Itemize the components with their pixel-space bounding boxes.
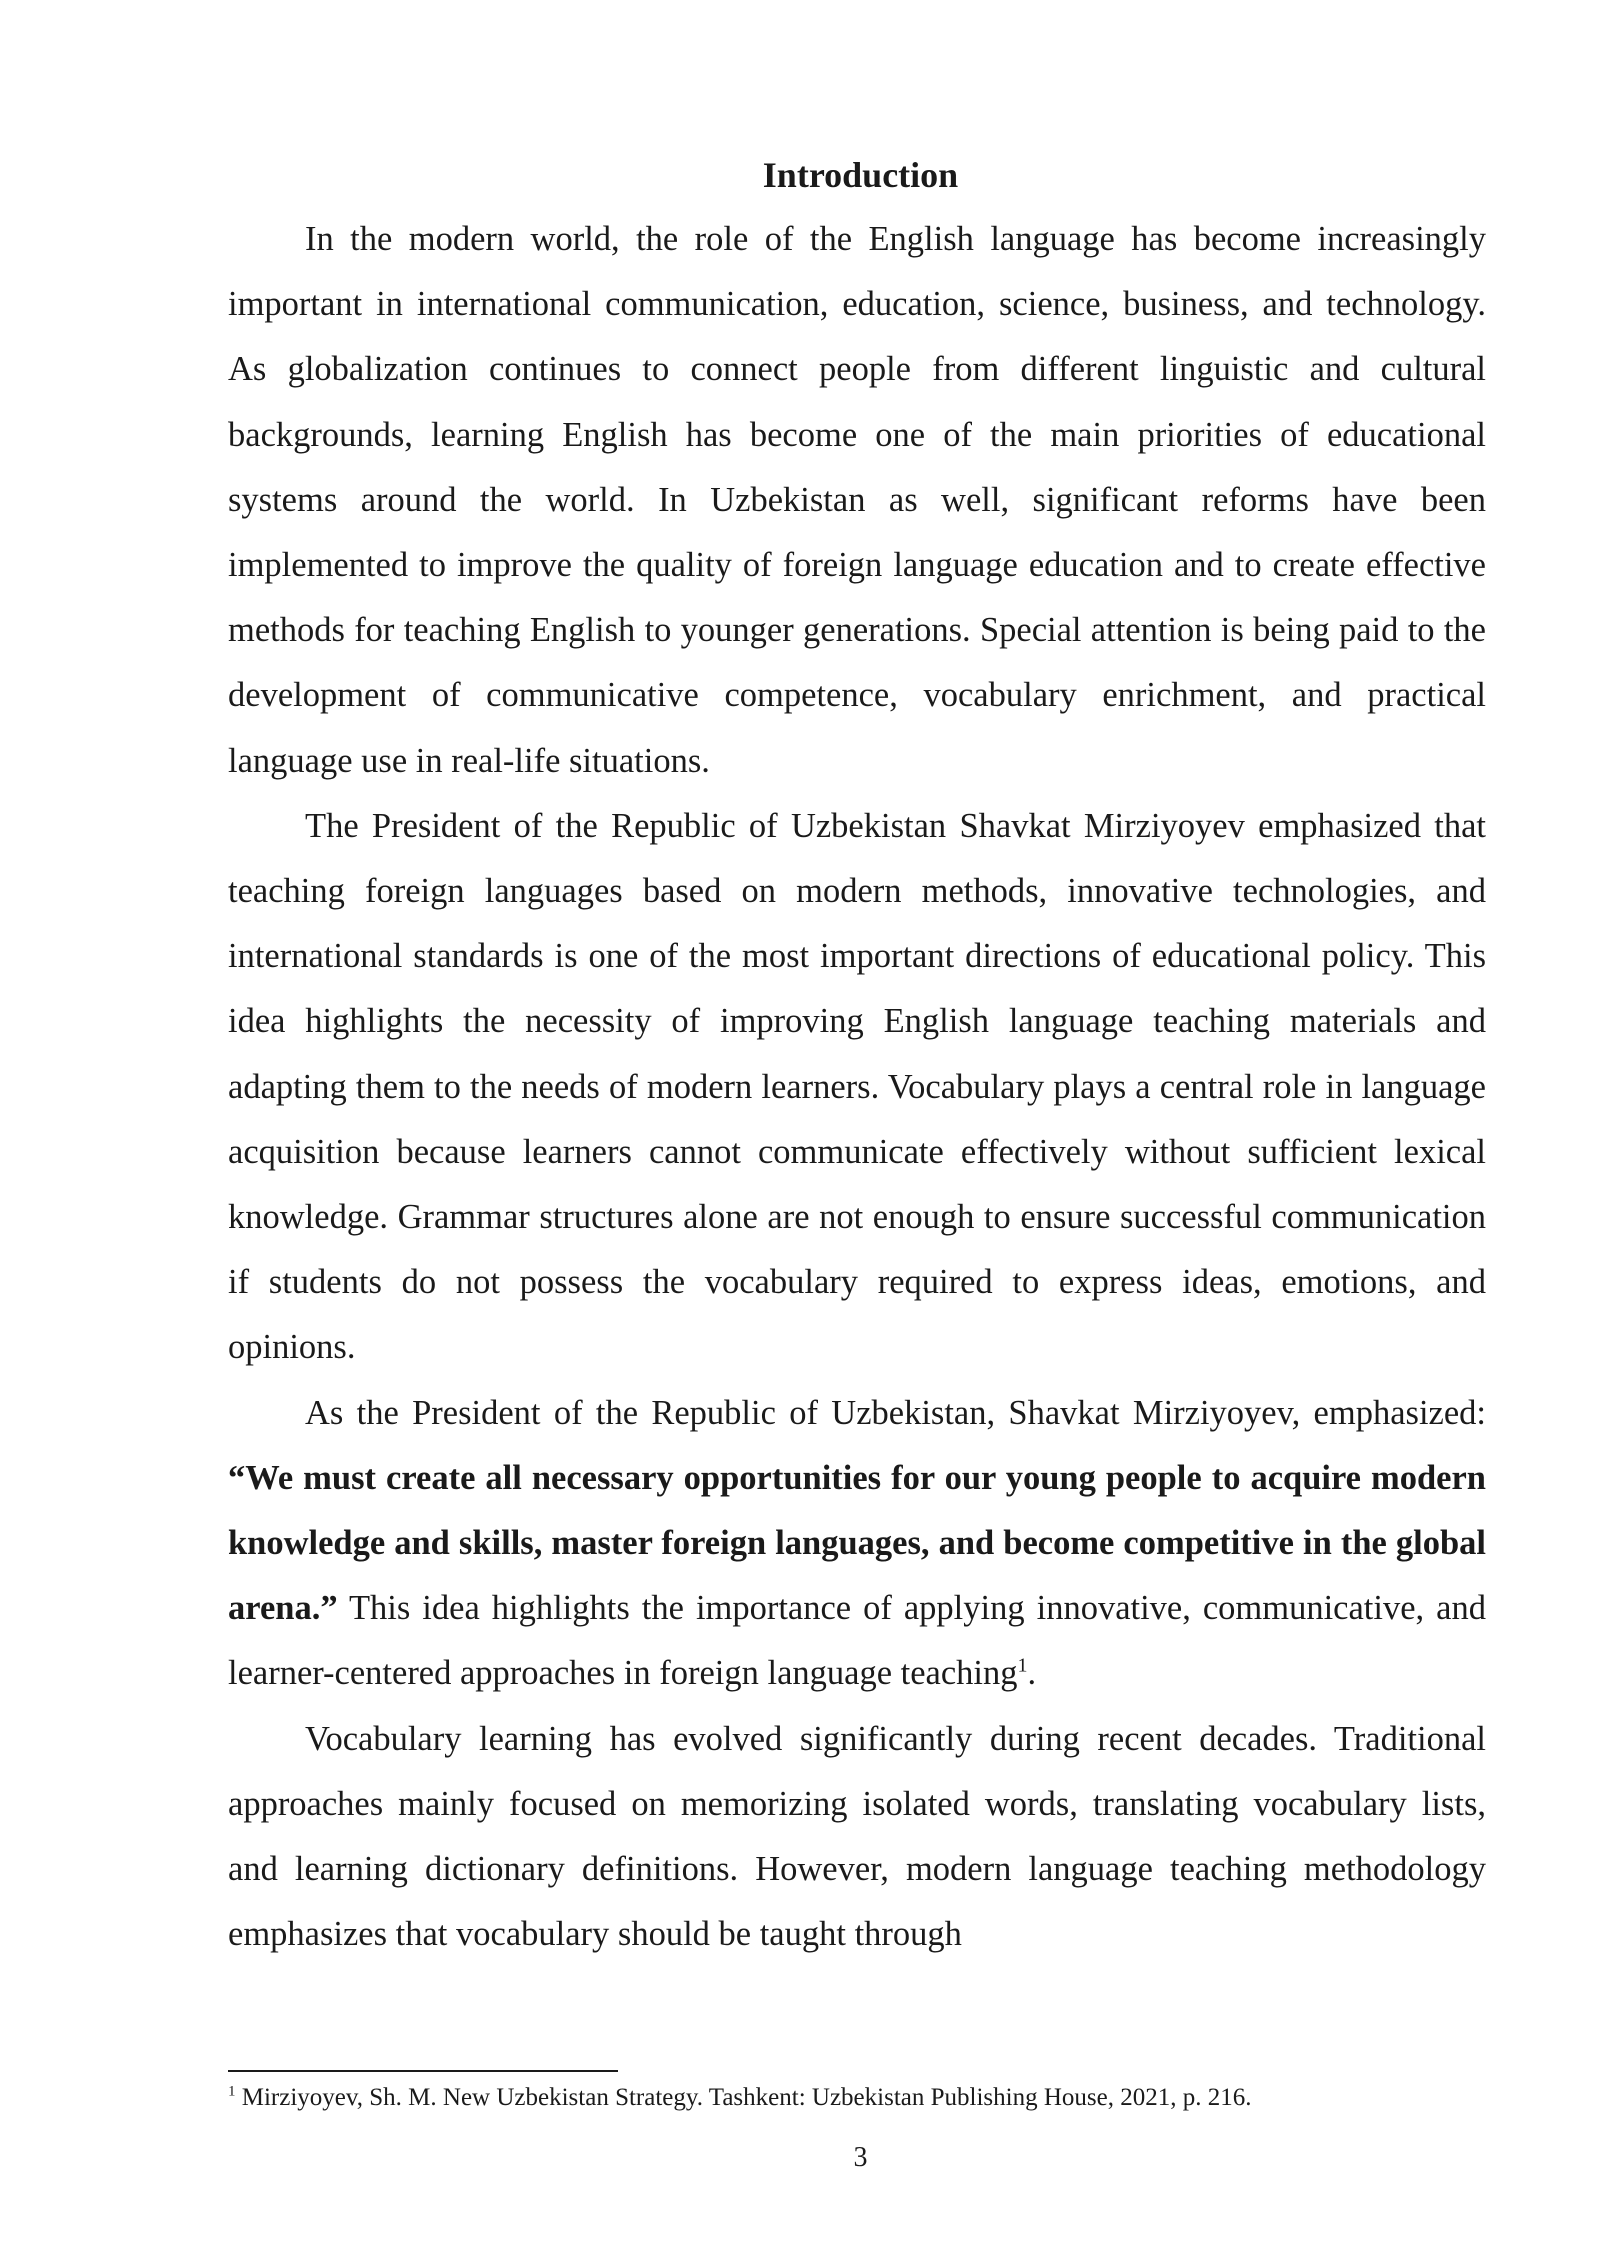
paragraph-4: Vocabulary learning has evolved significantly during recent decades. Traditional approaches mainly focused on memorizing isolated words, translating vocabulary lists, and learning dictionary definitions. However, modern language teaching methodology emphasizes that vocabulary should be taught through — [228, 1719, 1486, 1954]
paragraph-3-tail: This idea highlights the importance of applying innovative, communicative, and learner-centered approaches in foreign language teaching — [228, 1589, 1486, 1693]
footnote-divider — [228, 2070, 618, 2072]
footnote-marker: 1 — [228, 2083, 236, 2100]
page-number: 3 — [853, 2142, 868, 2173]
footnote-text: Mirziyoyev, Sh. M. New Uzbekistan Strategy. Tashkent: Uzbekistan Publishing House, 2021, p. 216. — [235, 2084, 1252, 2111]
paragraph-1: In the modern world, the role of the English language has become increasingly important in international communication, education, science, business, and technology. As globalization continues to connect people from different linguistic and cultural backgrounds, learning English has become one of the main priorities of educational systems around the world. In Uzbekistan as well, significant reforms have been implemented to improve the quality of foreign language education and to create effective methods for teaching English to younger generations. Special attention is being paid to the development of communicative competence, vocabulary enrichment, and practical language use in real-life situations. — [228, 220, 1486, 780]
paragraph-3 — [228, 1381, 1486, 1707]
paragraph-3-end: . — [1027, 1654, 1037, 1693]
paragraph-2: The President of the Republic of Uzbekistan Shavkat Mirziyoyev emphasized that teaching foreign languages based on modern methods, innovative technologies, and international standards is one of the most important directions of educational policy. This idea highlights the necessity of improving English language teaching materials and adapting them to the needs of modern learners. Vocabulary plays a central role in language acquisition because learners cannot communicate effectively without sufficient lexical knowledge. Grammar structures alone are not enough to ensure successful communication if students do not possess the vocabulary required to express ideas, emotions, and opinions. — [228, 806, 1486, 1367]
footnote — [228, 2080, 1486, 2116]
footnote-reference: 1 — [1017, 1654, 1028, 1677]
paragraph-3-lead: As the President of the Republic of Uzbekistan, Shavkat Mirziyoyev, emphasized: — [305, 1393, 1486, 1432]
presidential-quote: “We must create all necessary opportunities for our young people to acquire modern knowledge and skills, master foreign languages, and become competitive in the global arena.” — [228, 1458, 1486, 1628]
body-text — [228, 207, 1486, 1967]
section-heading: Introduction — [762, 155, 959, 195]
